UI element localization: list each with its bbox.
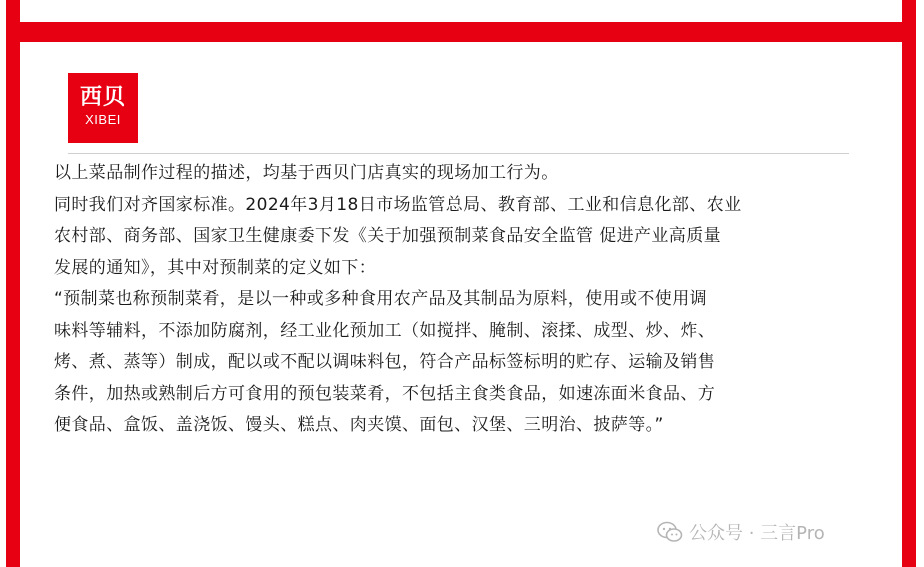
top-card-remnant bbox=[6, 0, 916, 36]
text-line: 以上菜品制作过程的描述，均基于西贝门店真实的现场加工行为。 bbox=[54, 163, 559, 183]
text-line: 发展的通知》，其中对预制菜的定义如下： bbox=[54, 257, 377, 278]
text-line: 农村部、商务部、国家卫生健康委下发《关于加强预制菜食品安全监管 促进产业高质量 bbox=[54, 226, 722, 246]
article-body bbox=[54, 158, 844, 442]
wechat-icon bbox=[657, 521, 683, 543]
logo-english: XIBEI bbox=[85, 112, 121, 127]
text-line: 便食品、盒饭、盖浇饭、馒头、糕点、肉夹馍、面包、汉堡、三明治、披萨等。” bbox=[54, 415, 664, 435]
text-line: 烤、煮、蒸等）制成，配以或不配以调味料包，符合产品标签标明的贮存、运输及销售 bbox=[54, 352, 716, 372]
watermark-text: 公众号 · 三言Pro bbox=[689, 523, 825, 544]
text-line: 同时我们对齐国家标准。2024年3月18日市场监管总局、教育部、工业和信息化部、农业 bbox=[54, 194, 742, 215]
text-line: 味料等辅料，不添加防腐剂，经工业化预加工（如搅拌、腌制、滚揉、成型、炒、炸、 bbox=[54, 320, 716, 341]
xibei-logo bbox=[68, 73, 138, 143]
divider bbox=[68, 153, 849, 154]
text-line: 条件，加热或熟制后方可食用的预包装菜肴，不包括主食类食品，如速冻面米食品、方 bbox=[54, 383, 716, 404]
text-line: “预制菜也称预制菜肴，是以一种或多种食用农产品及其制品为原料，使用或不使用调 bbox=[54, 289, 708, 309]
watermark bbox=[657, 519, 825, 545]
logo-chinese: 西贝 bbox=[79, 85, 126, 110]
